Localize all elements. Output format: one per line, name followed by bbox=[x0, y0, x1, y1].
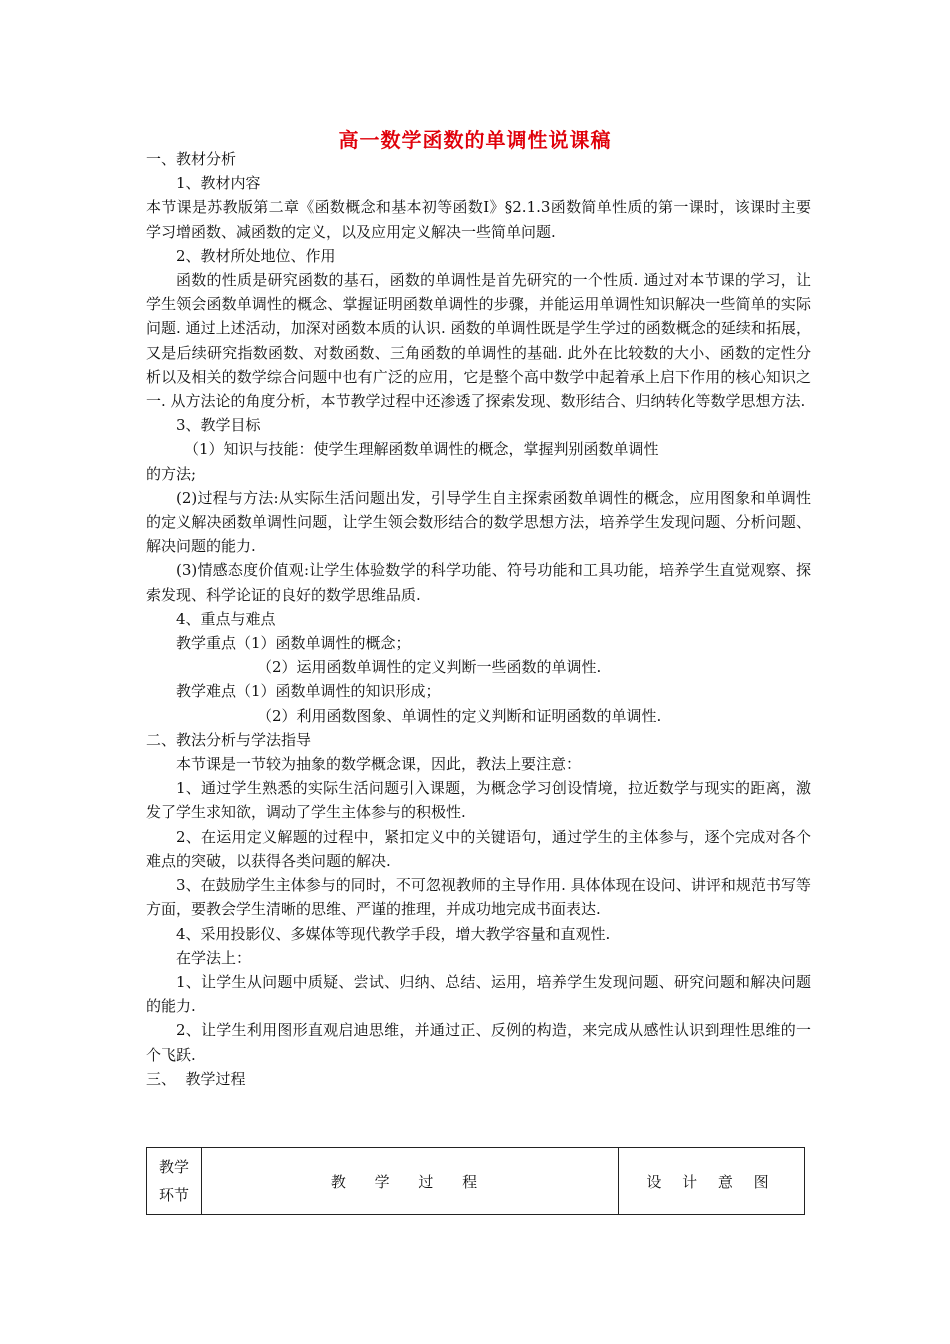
subsection-heading: 1、教材内容 bbox=[176, 174, 261, 193]
paragraph: （2）运用函数单调性的定义判断一些函数的单调性. bbox=[257, 658, 602, 677]
table-header-row bbox=[147, 1148, 805, 1215]
table-header-cell-process: 教 学 过 程 bbox=[202, 1148, 619, 1215]
teaching-process-table bbox=[146, 1147, 805, 1215]
paragraph: 函数的性质是研究函数的基石，函数的单调性是首先研究的一个性质. 通过对本节课的学习，让学生领会函数单调性的概念、掌握证明函数单调性的步骤，并能运用单调性知识解决一些简单的实际问题. 通过上述活动，加深对函数本质的认识. 函数的单调性既是学生学过的函数概念的延续和拓展，又是后续研究指数函数、对数函数、三角函数的单调性的基础. 此外在比较数的大小、函数的定性分析以及相关的数学综合问题中也有广泛的应用，它是整个高中数学中起着承上启下作用的核心知识之一. 从方法论的角度分析，本节教学过程中还渗透了探索发现、数形结合、归纳转化等数学思想方法. bbox=[146, 271, 811, 411]
paragraph: 教学难点（1）函数单调性的知识形成； bbox=[176, 682, 441, 701]
paragraph: （1）知识与技能：使学生理解函数单调性的概念，掌握判别函数单调性 bbox=[184, 440, 659, 459]
table-header-cell-stage bbox=[147, 1148, 202, 1215]
subsection-heading: 3、教学目标 bbox=[176, 416, 261, 435]
paragraph: 1、通过学生熟悉的实际生活问题引入课题，为概念学习创设情境，拉近数学与现实的距离，激发了学生求知欲，调动了学生主体参与的积极性. bbox=[146, 779, 811, 822]
paragraph: 本节课是一节较为抽象的数学概念课，因此，教法上要注意： bbox=[176, 755, 582, 774]
section-heading: 一、教材分析 bbox=[146, 150, 237, 168]
paragraph: 4、采用投影仪、多媒体等现代教学手段，增大教学容量和直观性. bbox=[176, 924, 611, 943]
paragraph: 本节课是苏教版第二章《函数概念和基本初等函数Ⅰ》§2.1.3函数简单性质的第一课时，该课时主要学习增函数、减函数的定义，以及应用定义解决一些简单问题. bbox=[146, 198, 811, 241]
table-header-stage-line1: 教学 bbox=[158, 1158, 189, 1176]
paragraph: （2）利用函数图象、单调性的定义判断和证明函数的单调性. bbox=[257, 706, 662, 725]
subsection-heading: 2、教材所处地位、作用 bbox=[176, 246, 336, 265]
paragraph: 2、让学生利用图形直观启迪思维，并通过正、反例的构造，来完成从感性认识到理性思维的一个飞跃. bbox=[146, 1021, 811, 1064]
document-body bbox=[146, 147, 811, 1091]
paragraph: 教学重点（1）函数单调性的概念； bbox=[176, 634, 411, 653]
document-title: 高一数学函数的单调性说课稿 bbox=[338, 128, 612, 152]
paragraph: (3)情感态度价值观:让学生体验数学的科学功能、符号功能和工具功能，培养学生直觉观察、探索发现、科学论证的良好的数学思维品质. bbox=[146, 561, 811, 604]
section-heading: 二、教法分析与学法指导 bbox=[146, 730, 312, 749]
paragraph: (2)过程与方法:从实际生活问题出发，引导学生自主探索函数单调性的概念，应用图象和单调性的定义解决函数单调性问题，让学生领会数形结合的数学思想方法，培养学生发现问题、分析问题、解决问题的能力. bbox=[146, 488, 811, 556]
section-heading: 三、 教学过程 bbox=[146, 1069, 246, 1088]
table-header-cell-intent: 设 计 意 图 bbox=[619, 1148, 805, 1215]
paragraph: 2、在运用定义解题的过程中，紧扣定义中的关键语句，通过学生的主体参与，逐个完成对各个难点的突破，以获得各类问题的解决. bbox=[146, 827, 811, 870]
paragraph: 在学法上： bbox=[176, 948, 252, 967]
paragraph: 1、让学生从问题中质疑、尝试、归纳、总结、运用，培养学生发现问题、研究问题和解决问题的能力. bbox=[146, 972, 811, 1016]
table-header-stage-line2: 环节 bbox=[158, 1186, 189, 1204]
paragraph: 的方法; bbox=[146, 464, 197, 483]
paragraph: 3、在鼓励学生主体参与的同时，不可忽视教师的主导作用. 具体体现在设问、讲评和规范书写等方面，要教会学生清晰的思维、严谨的推理，并成功地完成书面表达. bbox=[146, 876, 811, 919]
subsection-heading: 4、重点与难点 bbox=[176, 609, 276, 628]
